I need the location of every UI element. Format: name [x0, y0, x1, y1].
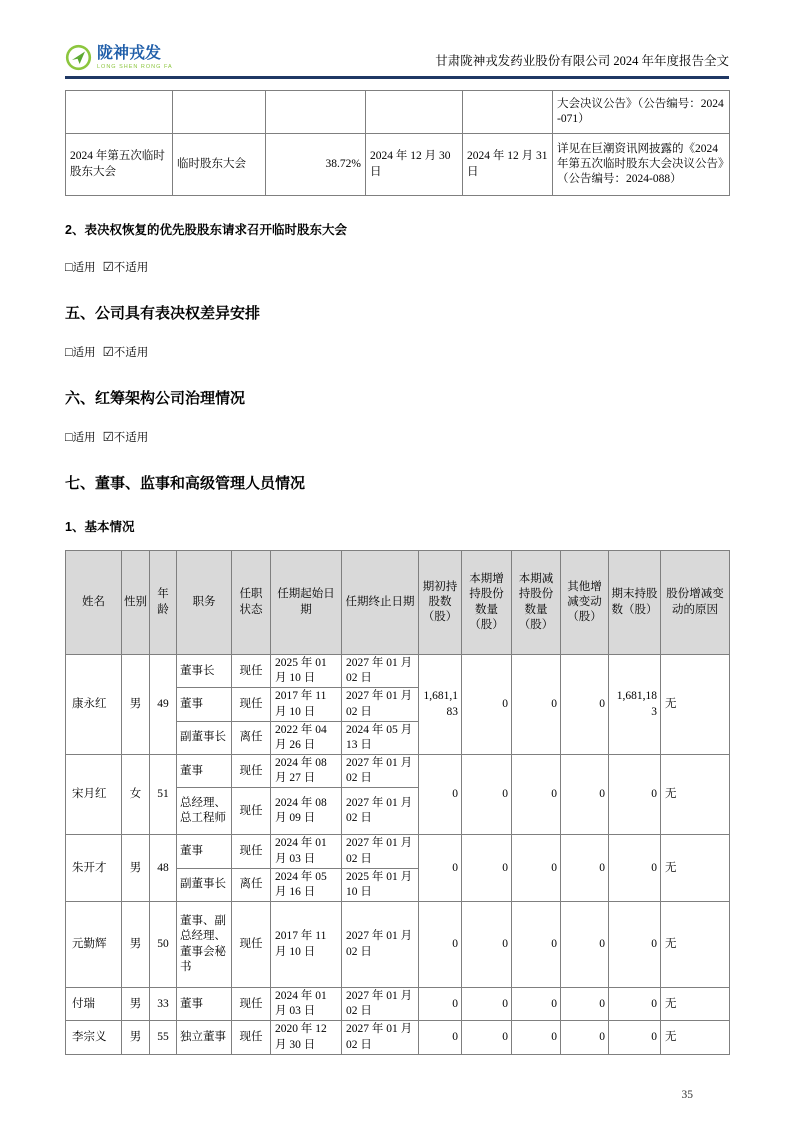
- cell-term-end: 2027 年 01 月 02 日: [342, 835, 419, 868]
- cell-term-start: 2024 年 08 月 27 日: [271, 755, 342, 788]
- cell-term-start: 2017 年 11 月 10 日: [271, 902, 342, 988]
- cell-shares-begin: 0: [419, 755, 462, 835]
- directors-header-cell: 期末持股数（股）: [609, 551, 661, 655]
- cell-term-start: 2024 年 01 月 03 日: [271, 988, 342, 1021]
- cell-term-end: 2024 年 05 月 13 日: [342, 721, 419, 754]
- cell-change-reason: 无: [661, 835, 730, 902]
- section-heading-directors: 七、董事、监事和高级管理人员情况: [65, 475, 306, 492]
- directors-table: [65, 550, 730, 1055]
- checkbox-checked-icon: ☑: [102, 260, 114, 274]
- checkbox-unchecked-icon: □: [65, 430, 73, 444]
- cell-position-title: 董事: [177, 688, 232, 721]
- cell-name: 朱开才: [66, 835, 122, 902]
- not-applicable-label: 不适用: [113, 347, 149, 359]
- cell-other-change: 0: [561, 1021, 609, 1054]
- directors-header-cell: 性别: [122, 551, 150, 655]
- cell-shares-begin: 0: [419, 902, 462, 988]
- brand-text: [97, 46, 173, 70]
- cell-name: 宋月红: [66, 755, 122, 835]
- cell-status: 现任: [232, 755, 271, 788]
- cell-other-change: 0: [561, 655, 609, 755]
- cell-other-change: 0: [561, 902, 609, 988]
- cell-name: 李宗义: [66, 1021, 122, 1054]
- cell-status: 离任: [232, 721, 271, 754]
- cell-status: 现任: [232, 688, 271, 721]
- directors-header-cell: 本期增持股份数量（股）: [462, 551, 512, 655]
- directors-header-cell: 职务: [177, 551, 232, 655]
- directors-header-cell: 本期减持股份数量（股）: [512, 551, 561, 655]
- cell-status: 现任: [232, 788, 271, 835]
- cell-shares-decrease: 0: [512, 755, 561, 835]
- meeting-cell: [366, 91, 463, 134]
- cell-term-start: 2017 年 11 月 10 日: [271, 688, 342, 721]
- meeting-disclosure-cell: 大会决议公告》（公告编号：2024-071）: [553, 91, 730, 134]
- cell-change-reason: 无: [661, 988, 730, 1021]
- section-heading-red-chip: 六、红筹架构公司治理情况: [65, 390, 246, 407]
- cell-shares-begin: 0: [419, 1021, 462, 1054]
- cell-term-start: 2020 年 12 月 30 日: [271, 1021, 342, 1054]
- cell-shares-increase: 0: [462, 1021, 512, 1054]
- cell-term-end: 2027 年 01 月 02 日: [342, 902, 419, 988]
- meeting-cell: [173, 91, 266, 134]
- cell-position-title: 董事、副总经理、董事会秘书: [177, 902, 232, 988]
- meeting-cell: [463, 91, 553, 134]
- meeting-cell: [66, 91, 173, 134]
- cell-shares-increase: 0: [462, 902, 512, 988]
- cell-position-title: 副董事长: [177, 721, 232, 754]
- cell-other-change: 0: [561, 988, 609, 1021]
- directors-header-cell: 任职状态: [232, 551, 271, 655]
- cell-term-end: 2027 年 01 月 02 日: [342, 988, 419, 1021]
- cell-change-reason: 无: [661, 1021, 730, 1054]
- cell-term-start: 2022 年 04 月 26 日: [271, 721, 342, 754]
- checkbox-unchecked-icon: □: [65, 345, 73, 359]
- not-applicable-label: 不适用: [113, 262, 149, 274]
- directors-header-cell: 其他增减变动（股）: [561, 551, 609, 655]
- cell-age: 33: [150, 988, 177, 1021]
- cell-other-change: 0: [561, 835, 609, 902]
- cell-shares-begin: 1,681,183: [419, 655, 462, 755]
- director-row: [66, 1021, 730, 1054]
- cell-gender: 男: [122, 1021, 150, 1054]
- cell-term-end: 2027 年 01 月 02 日: [342, 788, 419, 835]
- cell-position-title: 董事: [177, 755, 232, 788]
- shareholder-meeting-table: [65, 90, 730, 196]
- cell-gender: 男: [122, 902, 150, 988]
- director-row: [66, 655, 730, 688]
- cell-term-end: 2027 年 01 月 02 日: [342, 655, 419, 688]
- applicability-line: [65, 429, 729, 445]
- cell-age: 48: [150, 835, 177, 902]
- cell-shares-end: 0: [609, 902, 661, 988]
- cell-term-end: 2025 年 01 月 10 日: [342, 868, 419, 901]
- directors-header-cell: 期初持股数（股）: [419, 551, 462, 655]
- cell-age: 50: [150, 902, 177, 988]
- cell-shares-end: 0: [609, 988, 661, 1021]
- cell-age: 51: [150, 755, 177, 835]
- section-heading-voting-difference: 五、公司具有表决权差异安排: [65, 305, 261, 322]
- meeting-date-cell: 2024 年 12 月 30 日: [366, 134, 463, 196]
- cell-shares-end: 1,681,183: [609, 655, 661, 755]
- cell-shares-decrease: 0: [512, 1021, 561, 1054]
- cell-term-start: 2025 年 01 月 10 日: [271, 655, 342, 688]
- company-logo: [65, 44, 173, 71]
- cell-gender: 男: [122, 835, 150, 902]
- checkbox-unchecked-icon: □: [65, 260, 73, 274]
- directors-header-row: [66, 551, 730, 655]
- cell-position-title: 董事: [177, 835, 232, 868]
- meeting-disclosure-date-cell: 2024 年 12 月 31 日: [463, 134, 553, 196]
- cell-age: 55: [150, 1021, 177, 1054]
- checkbox-checked-icon: ☑: [102, 430, 114, 444]
- section-heading-preferred-shareholders: 2、表决权恢复的优先股股东请求召开临时股东大会: [65, 223, 347, 237]
- cell-status: 现任: [232, 655, 271, 688]
- directors-header-cell: 任期终止日期: [342, 551, 419, 655]
- cell-shares-begin: 0: [419, 988, 462, 1021]
- cell-gender: 男: [122, 655, 150, 755]
- cell-term-start: 2024 年 05 月 16 日: [271, 868, 342, 901]
- applicability-line: [65, 344, 729, 360]
- checkbox-checked-icon: ☑: [102, 345, 114, 359]
- cell-status: 现任: [232, 902, 271, 988]
- cell-position-title: 独立董事: [177, 1021, 232, 1054]
- cell-shares-end: 0: [609, 835, 661, 902]
- cell-term-end: 2027 年 01 月 02 日: [342, 1021, 419, 1054]
- cell-term-end: 2027 年 01 月 02 日: [342, 755, 419, 788]
- meeting-ratio-cell: 38.72%: [266, 134, 366, 196]
- director-row: [66, 755, 730, 788]
- cell-status: 现任: [232, 988, 271, 1021]
- applicability-line: [65, 259, 729, 275]
- cell-age: 49: [150, 655, 177, 755]
- cell-shares-increase: 0: [462, 988, 512, 1021]
- cell-name: 康永红: [66, 655, 122, 755]
- cell-gender: 男: [122, 988, 150, 1021]
- subsection-heading-basic-info: 1、基本情况: [65, 520, 135, 534]
- director-row: [66, 835, 730, 868]
- cell-position-title: 总经理、总工程师: [177, 788, 232, 835]
- cell-name: 元勤辉: [66, 902, 122, 988]
- page-number: 35: [681, 1088, 693, 1101]
- cell-shares-decrease: 0: [512, 835, 561, 902]
- meeting-table-row: [66, 91, 730, 134]
- cell-other-change: 0: [561, 755, 609, 835]
- cell-shares-end: 0: [609, 755, 661, 835]
- cell-term-start: 2024 年 08 月 09 日: [271, 788, 342, 835]
- cell-shares-begin: 0: [419, 835, 462, 902]
- cell-position-title: 副董事长: [177, 868, 232, 901]
- meeting-disclosure-cell: 详见在巨潮资讯网披露的《2024 年第五次临时股东大会决议公告》（公告编号：2024-088）: [553, 134, 730, 196]
- meeting-cell: [266, 91, 366, 134]
- cell-shares-end: 0: [609, 1021, 661, 1054]
- cell-position-title: 董事: [177, 988, 232, 1021]
- brand-name-cn: 陇神戎发: [97, 44, 162, 62]
- director-row: [66, 988, 730, 1021]
- applicable-label: 适用: [72, 347, 96, 359]
- cell-shares-increase: 0: [462, 655, 512, 755]
- directors-header-cell: 年龄: [150, 551, 177, 655]
- meeting-type-cell: 临时股东大会: [173, 134, 266, 196]
- directors-header-cell: 姓名: [66, 551, 122, 655]
- cell-shares-decrease: 0: [512, 655, 561, 755]
- cell-change-reason: 无: [661, 755, 730, 835]
- cell-shares-increase: 0: [462, 835, 512, 902]
- document-title: 甘肃陇神戎发药业股份有限公司 2024 年年度报告全文: [435, 54, 729, 68]
- cell-position-title: 董事长: [177, 655, 232, 688]
- cell-gender: 女: [122, 755, 150, 835]
- not-applicable-label: 不适用: [113, 432, 149, 444]
- director-row: [66, 902, 730, 988]
- cell-term-start: 2024 年 01 月 03 日: [271, 835, 342, 868]
- page-header: [65, 44, 729, 79]
- cell-shares-decrease: 0: [512, 988, 561, 1021]
- directors-header-cell: 任期起始日期: [271, 551, 342, 655]
- cell-shares-decrease: 0: [512, 902, 561, 988]
- cell-status: 现任: [232, 835, 271, 868]
- applicable-label: 适用: [72, 262, 96, 274]
- cell-status: 现任: [232, 1021, 271, 1054]
- cell-shares-increase: 0: [462, 755, 512, 835]
- directors-header-cell: 股份增减变动的原因: [661, 551, 730, 655]
- applicable-label: 适用: [72, 432, 96, 444]
- cell-change-reason: 无: [661, 655, 730, 755]
- cell-status: 离任: [232, 868, 271, 901]
- brand-name-en: LONG SHEN RONG FA: [97, 63, 173, 70]
- logo-bird-icon: [65, 44, 92, 71]
- cell-change-reason: 无: [661, 902, 730, 988]
- cell-term-end: 2027 年 01 月 02 日: [342, 688, 419, 721]
- meeting-name-cell: 2024 年第五次临时股东大会: [66, 134, 173, 196]
- meeting-table-row: [66, 134, 730, 196]
- cell-name: 付瑞: [66, 988, 122, 1021]
